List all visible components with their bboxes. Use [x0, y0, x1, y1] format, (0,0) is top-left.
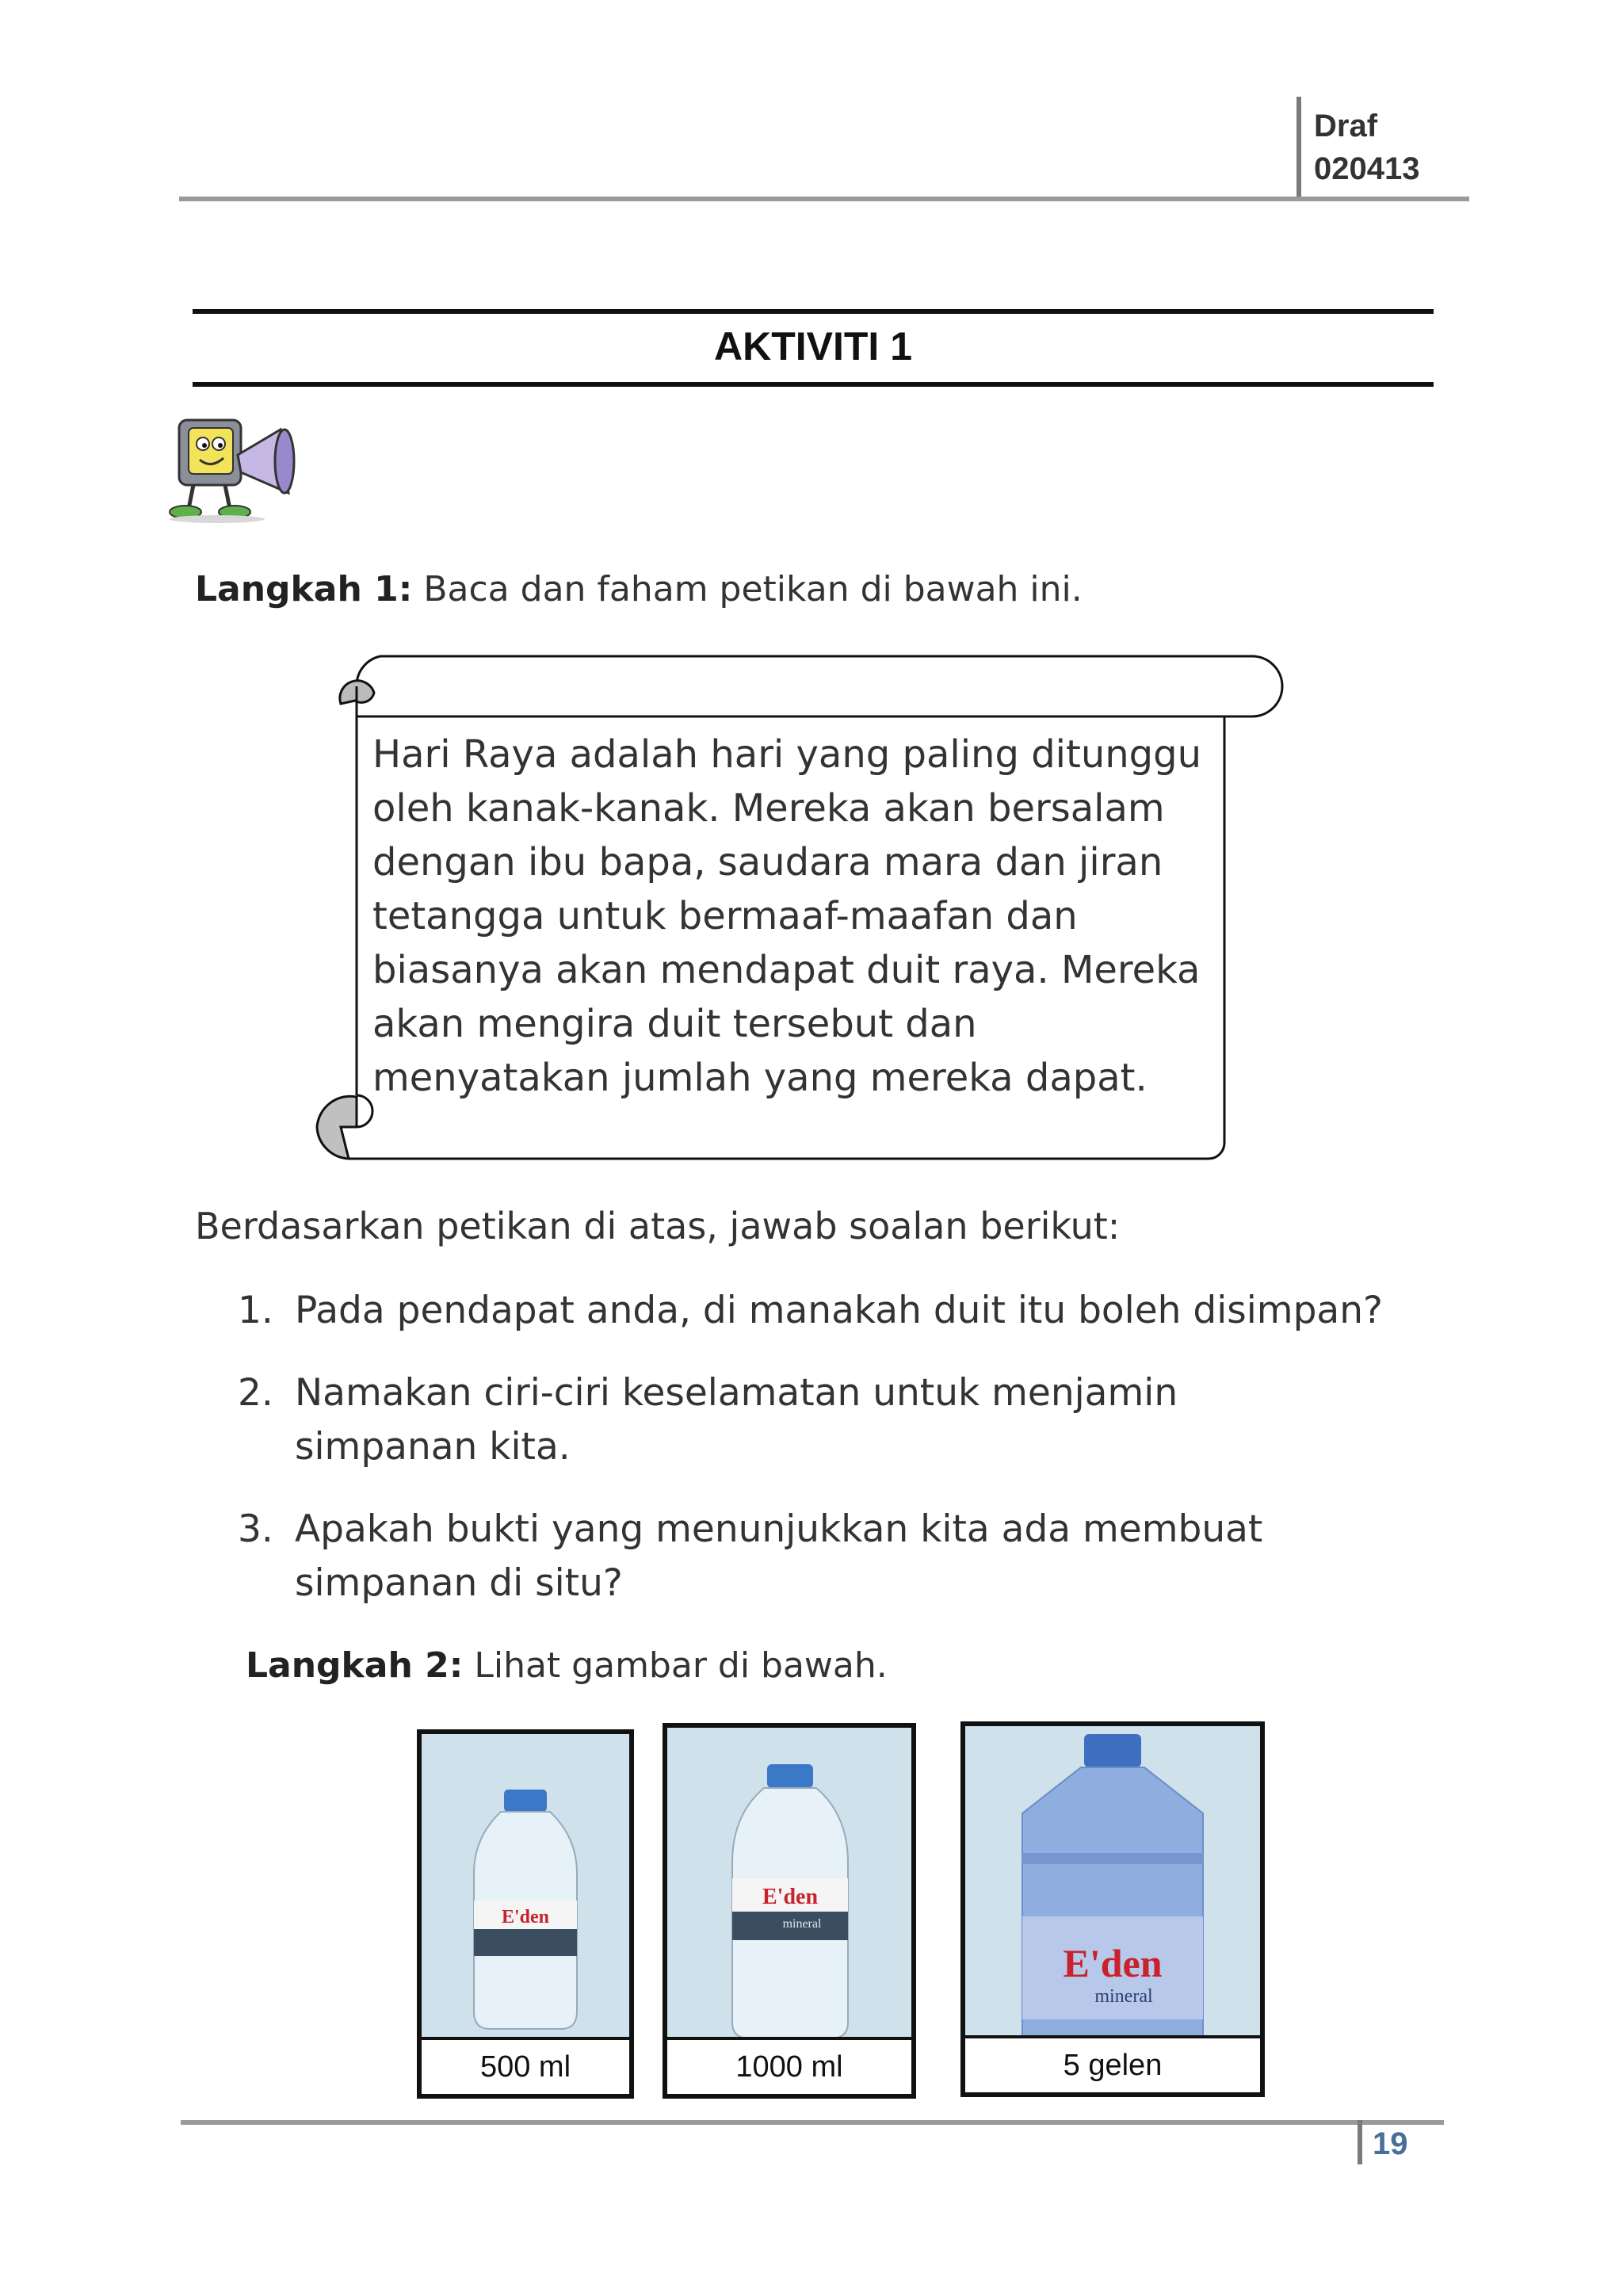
- step-2-label: Langkah 2:: [246, 1645, 464, 1686]
- step-1-text: Baca dan faham petikan di bawah ini.: [412, 569, 1083, 609]
- question-text: Namakan ciri-ciri keselamatan untuk menjamin simpanan kita.: [295, 1371, 1178, 1469]
- passage-line: biasanya akan mendapat duit raya. Mereka: [372, 948, 1201, 992]
- draft-label: [1314, 105, 1419, 190]
- water-bottle-icon: [667, 1728, 911, 2043]
- question-number: 1.: [238, 1289, 273, 1332]
- passage-line: tetangga untuk bermaaf-maafan dan: [372, 894, 1078, 938]
- step-1-instruction: [195, 569, 1083, 609]
- questions-intro: Berdasarkan petikan di atas, jawab soalan berikut:: [195, 1205, 1121, 1247]
- step-2-instruction: [246, 1645, 888, 1686]
- draft-divider: [1296, 97, 1301, 198]
- question-list: [238, 1284, 1458, 1639]
- page-number: 19: [1373, 2126, 1408, 2161]
- step-1-label: Langkah 1:: [195, 569, 413, 609]
- gallon-subbrand: mineral: [1094, 1986, 1153, 2007]
- water-gallon-icon: [965, 1726, 1260, 2040]
- water-bottle-icon: [422, 1734, 629, 2043]
- passage-line: Hari Raya adalah hari yang paling ditunggu: [372, 732, 1202, 777]
- page-number-divider: [1358, 2120, 1362, 2164]
- question-item: [238, 1366, 1458, 1474]
- footer-rule: [181, 2120, 1444, 2125]
- question-text: Apakah bukti yang menunjukkan kita ada membuat simpanan di situ?: [295, 1507, 1263, 1605]
- gallon-brand: E'den: [1063, 1941, 1163, 1985]
- passage-text: [372, 728, 1212, 1105]
- computer-megaphone-mascot-icon: [162, 406, 312, 525]
- passage-line: akan mengira duit tersebut dan: [372, 1002, 977, 1046]
- gallon-5-picture: [960, 1721, 1265, 2097]
- passage-line: oleh kanak-kanak. Mereka akan bersalam: [372, 786, 1165, 831]
- bottle-subbrand: mineral: [782, 1917, 822, 1931]
- bottle-caption: 500 ml: [422, 2037, 629, 2094]
- bottle-brand: E'den: [762, 1885, 819, 1909]
- passage-line: dengan ibu bapa, saudara mara dan jiran: [372, 840, 1163, 884]
- question-number: 3.: [238, 1507, 273, 1551]
- bottle-caption: 1000 ml: [667, 2037, 911, 2094]
- page-title: AKTIVITI 1: [713, 324, 913, 369]
- question-text: Pada pendapat anda, di manakah duit itu boleh disimpan?: [295, 1289, 1383, 1332]
- question-number: 2.: [238, 1371, 273, 1415]
- bottle-brand: E'den: [501, 1907, 550, 1927]
- title-rule-bottom: [193, 382, 1434, 387]
- question-item: [238, 1284, 1458, 1338]
- gallon-caption: 5 gelen: [965, 2035, 1260, 2092]
- draft-word: Draf: [1314, 109, 1378, 143]
- passage-line: menyatakan jumlah yang mereka dapat.: [372, 1056, 1148, 1100]
- draft-code: 020413: [1314, 151, 1420, 186]
- bottle-500ml-picture: [417, 1729, 634, 2099]
- header-rule: [179, 197, 1469, 201]
- title-rule-top: [193, 309, 1434, 314]
- step-2-text: Lihat gambar di bawah.: [463, 1645, 888, 1686]
- question-item: [238, 1503, 1458, 1610]
- bottle-1000ml-picture: [663, 1723, 916, 2099]
